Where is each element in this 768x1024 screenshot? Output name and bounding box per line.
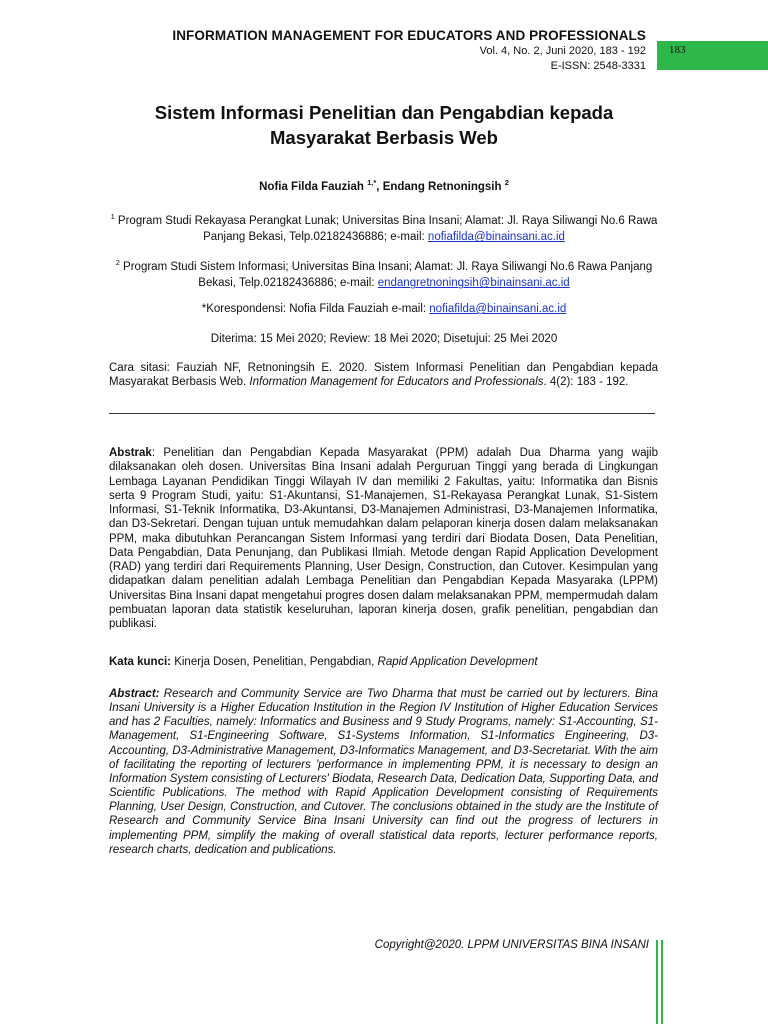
journal-header (172, 27, 646, 74)
citation (109, 361, 658, 389)
affiliation-1-email-link[interactable]: nofiafilda@binainsani.ac.id (427, 231, 565, 244)
title-line-2: Masyarakat Berbasis Web (270, 127, 498, 148)
affiliation-1 (108, 209, 660, 246)
abstract-indonesian (109, 446, 658, 631)
affiliation-1-text: Program Studi Rekayasa Perangkat Lunak; Universitas Bina Insani; Alamat: Jl. Raya Siliwangi No.6 Rawa Panjang Bekasi, Telp.02182436886; e-mail: (114, 214, 658, 244)
correspondence-text: *Korespondensi: Nofia Filda Fauziah e-mail: (201, 303, 430, 315)
author-list (100, 178, 668, 193)
author-separator: , (376, 180, 383, 193)
keywords (109, 656, 658, 668)
affiliation-2-text: Program Studi Sistem Informasi; Universitas Bina Insani; Alamat: Jl. Raya Siliwangi No.6 Rawa Panjang Bekasi, Telp.02182436886; e-mail: (119, 260, 653, 290)
page-number-tab: 183 (657, 41, 768, 70)
keywords-label: Kata kunci: (109, 656, 171, 668)
correspondence (108, 301, 660, 318)
author-1-name: Nofia Filda Fauziah (259, 180, 364, 193)
paper-title (100, 100, 668, 150)
author-1-affiliation-mark: 1,* (367, 178, 377, 187)
citation-text: Cara sitasi: Fauziah NF, Retnoningsih E. 2020. Sistem Informasi Penelitian dan Pengabdian kepada Masyarakat Berbasis Web. (109, 362, 658, 388)
abstract-label: Abstract: (109, 688, 160, 700)
affiliation-1-mark: 1 (110, 212, 115, 221)
correspondence-email-link[interactable]: nofiafilda@binainsani.ac.id (429, 303, 567, 315)
abstract-text: Research and Community Service are Two Dharma that must be carried out by lecturers. Bina Insani University is a Higher Education Institution in the Region IV Institution of Higher Education Services and has 2 Faculties, namely: Informatics and Business and 9 Study Programs, namely: S1-Accounting, S1-Management, S1-Engineering Software, S1-Systems Information, S1-Informatics Engineering, D3-Accounting, D3-Administrative Management, D3-Informatics Management, and D3-Secretariat. With the aim of facilitating the reporting of lecturers 'performance in implementing PPM, it is necessary to design an Information System consisting of Lecturers' Biodata, Research Data, Dedication Data, Supporting Data, and Scientific Publications. The method with Rapid Application Development consisting of Requirements Planning, User Design, Construction, and Cutover. The conclusions obtained in the study are the Institute of Research and Community Service Bina Insani University can find out the progress of lecturers in implementing PPM, simplify the making of overall statistical data reports, lecturer performance reports, research charts, dedication and publications. (109, 688, 658, 856)
divider-line (109, 413, 655, 414)
issn: E-ISSN: 2548-3331 (550, 60, 646, 72)
citation-tail: . 4(2): 183 - 192. (543, 376, 629, 388)
title-line-1: Sistem Informasi Penelitian dan Pengabdian kepada (154, 102, 614, 123)
abstrak-label: Abstrak (109, 447, 152, 459)
copyright-footer: Copyright@2020. LPPM UNIVERSITAS BINA INSANI (374, 939, 649, 951)
affiliation-2 (108, 255, 660, 292)
affiliation-2-mark: 2 (115, 258, 120, 267)
affiliation-2-email-link[interactable]: endangretnoningsih@binainsani.ac.id (377, 277, 570, 290)
volume-info: Vol. 4, No. 2, Juni 2020, 183 - 192 (479, 45, 646, 57)
abstract-english (109, 687, 658, 857)
submission-dates: Diterima: 15 Mei 2020; Review: 18 Mei 2020; Disetujui: 25 Mei 2020 (210, 333, 558, 345)
citation-journal: Information Management for Educators and Professionals (249, 376, 544, 388)
footer-green-bar (656, 940, 658, 1024)
keywords-text: Kinerja Dosen, Penelitian, Pengabdian, (171, 656, 378, 668)
journal-name: INFORMATION MANAGEMENT FOR EDUCATORS AND PROFESSIONALS (172, 28, 646, 43)
author-2-name: Endang Retnoningsih (382, 180, 502, 193)
abstrak-text: : Penelitian dan Pengabdian Kepada Masyarakat (PPM) adalah Dua Dharma yang wajib dilaksanakan oleh dosen. Universitas Bina Insani adalah Perguruan Tinggi yang berada di Lingkungan Lembaga Layanan Pendidikan Tinggi Wilayah IV dan memiliki 2 Fakultas, yaitu: Informatika dan Bisnis serta 9 Program Studi, yaitu: S1-Akuntansi, S1-Manajemen, S1-Rekayasa Perangkat Lunak, S1-Sistem Informasi, S1-Teknik Informatika, D3-Akuntansi, D3-Manajemen Administrasi, D3-Manajemen Informatika, dan D3-Sekretari. Dengan tujuan untuk memudahkan dalam pelaporan kinerja dosen dalam melaksanakan PPM, maka dibutuhkan Perancangan Sistem Informasi yang terdiri dari Biodata Dosen, Data Penelitian, Data Pengabdian, Data Penunjang, dan Publikasi Ilmiah. Metode dengan Rapid Application Development (RAD) yang terdiri dari Requirements Planning, User Design, Construction, dan Cutover. Kesimpulan yang didapatkan dalam penelitian adalah Lembaga Penelitian dan Pengabdian Kepada Masyaraka (LPPM) Universitas Bina Insani dapat mengetahui progres dosen dalam melaksanakan PPM, mempermudah dalam pembuatan laporan data statistik keseluruhan, laporan kinerja dosen, grafik penelitian, pengabdian dan publikasi. (109, 447, 658, 630)
keywords-italic: Rapid Application Development (377, 656, 538, 668)
footer-green-bar (661, 940, 663, 1024)
author-2-affiliation-mark: 2 (504, 178, 509, 187)
